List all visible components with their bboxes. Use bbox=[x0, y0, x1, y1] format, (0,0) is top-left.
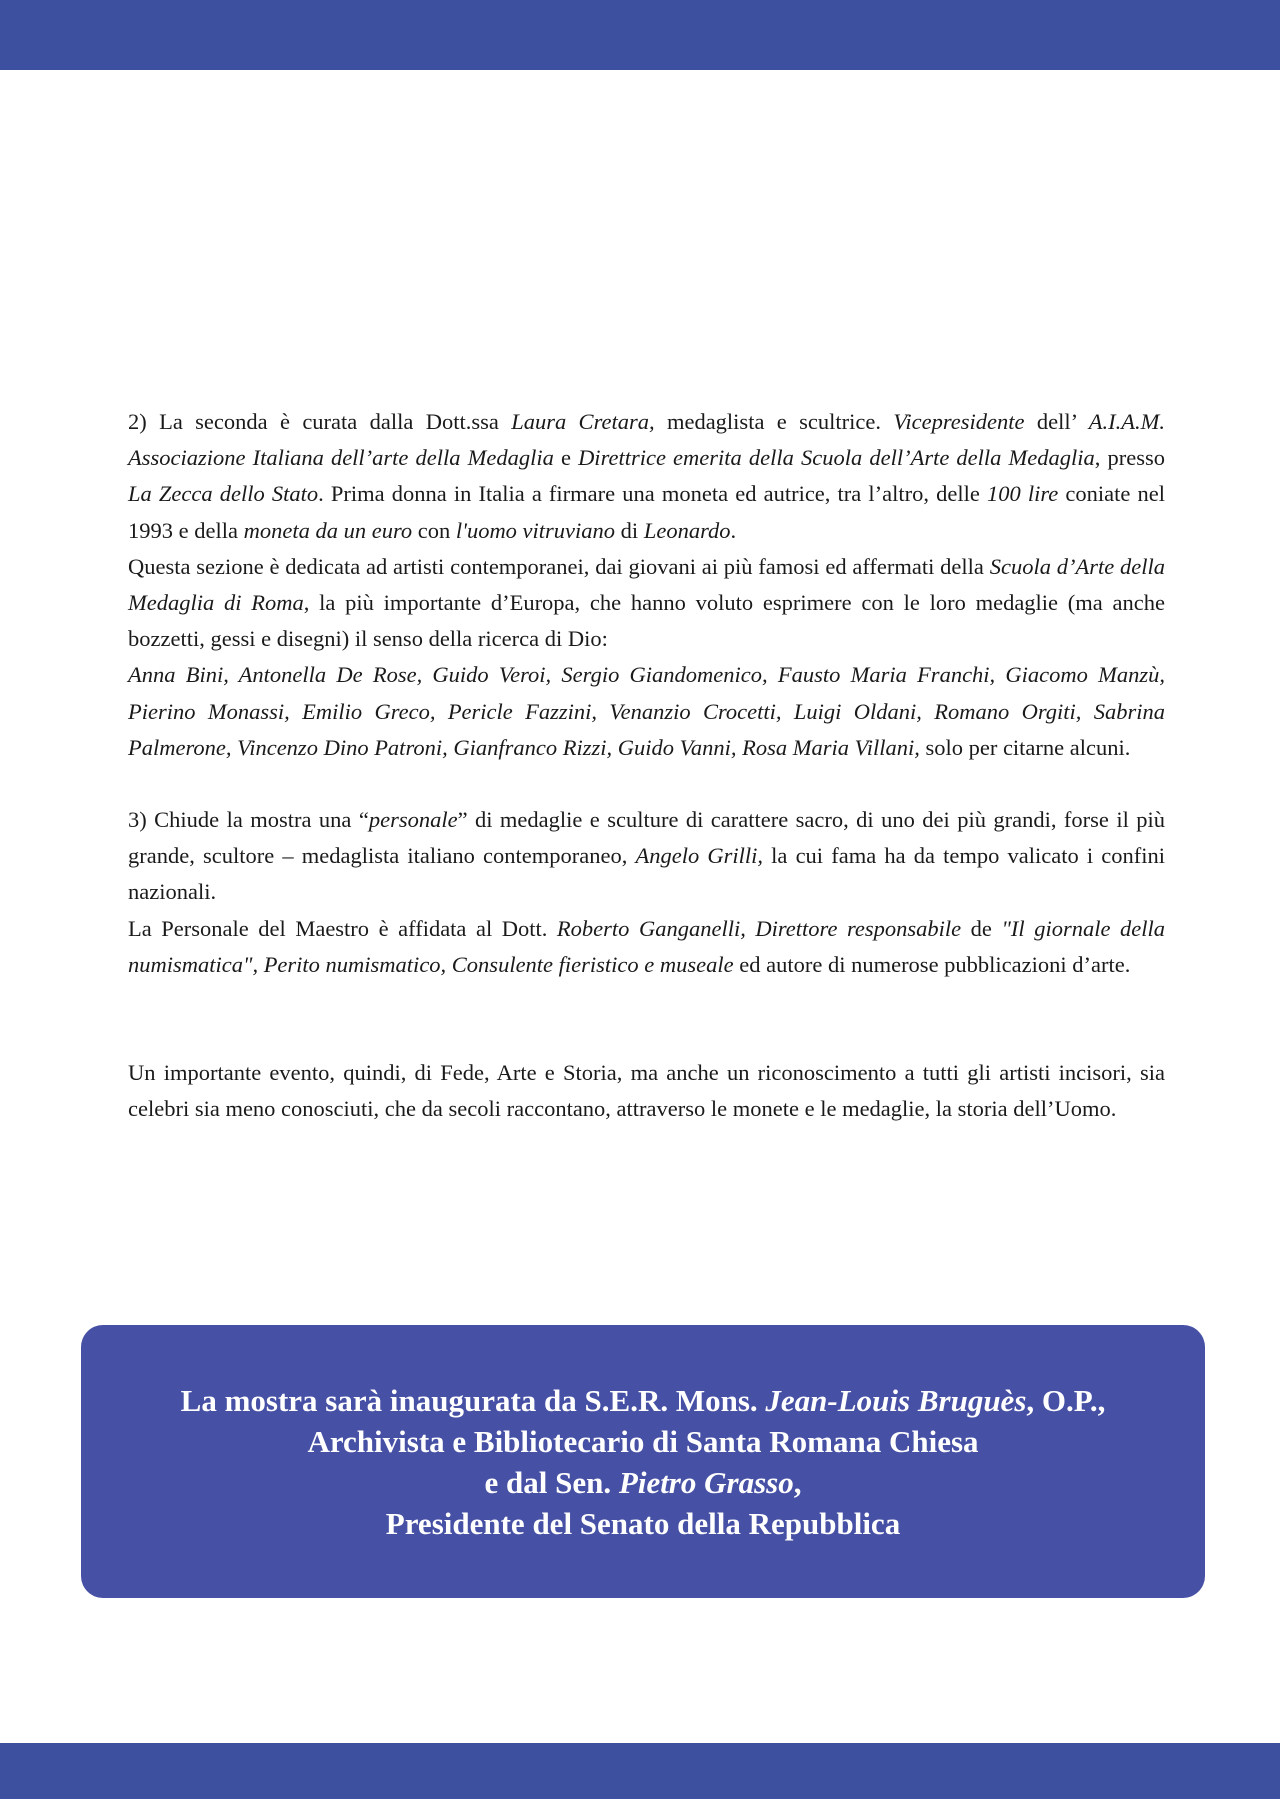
inauguration-banner bbox=[81, 1325, 1205, 1598]
banner-line-4: Presidente del Senato della Repubblica bbox=[385, 1506, 901, 1541]
section-2-description: Questa sezione è dedicata ad artisti contemporanei, dai giovani ai più famosi ed affermati della Scuola d’Arte della Medaglia di Roma, la più importante d’Europa, che hanno voluto esprimere con le loro medaglie (ma anche bozzetti, gessi e disegni) il senso della ricerca di Dio: bbox=[128, 553, 1165, 652]
banner-line-2: Archivista e Bibliotecario di Santa Romana Chiesa bbox=[307, 1424, 979, 1459]
top-color-band bbox=[0, 0, 1280, 70]
artist-list: Anna Bini, Antonella De Rose, Guido Veroi, Sergio Giandomenico, Fausto Maria Franchi, Giacomo Manzù, Pierino Monassi, Emilio Greco, Pericle Fazzini, Venanzio Crocetti, Luigi Oldani, Romano Orgiti, Sabrina Palmerone, Vincenzo Dino Patroni, Gianfranco Rizzi, Guido Vanni, Rosa Maria Villani, solo per citarne alcuni. bbox=[128, 662, 1165, 760]
section-3-intro: 3) Chiude la mostra una “personale” di medaglie e sculture di carattere sacro, di uno dei più grandi, forse il più grande, scultore – medaglista italiano contemporaneo, Angelo Grilli, la cui fama ha da tempo valicato i confini nazionali. bbox=[128, 807, 1165, 905]
banner-line-3: e dal Sen. Pietro Grasso, bbox=[484, 1465, 802, 1500]
section-3-curator: La Personale del Maestro è affidata al Dott. Roberto Ganganelli, Direttore responsabile de "Il giornale della numismatica", Perito numismatico, Consulente fieristico e museale ed autore di numerose pubblicazioni d’arte. bbox=[128, 915, 1165, 977]
section-2-intro: 2) La seconda è curata dalla Dott.ssa Laura Cretara, medaglista e scultrice. Vicepresidente dell’ A.I.A.M. Associazione Italiana dell’arte della Medaglia e Direttrice emerita della Scuola dell’Arte della Medaglia, presso La Zecca dello Stato. Prima donna in Italia a firmare una moneta ed autrice, tra l’altro, delle 100 lire coniate nel 1993 e della moneta da un euro con l'uomo vitruviano di Leonardo. bbox=[128, 409, 1166, 543]
bottom-color-band bbox=[0, 1743, 1280, 1799]
closing-paragraph: Un importante evento, quindi, di Fede, Arte e Storia, ma anche un riconoscimento a tutti gli artisti incisori, sia celebri sia meno conosciuti, che da secoli raccontano, attraverso le monete e le medaglie, la storia dell’Uomo. bbox=[128, 1060, 1165, 1122]
banner-line-1: La mostra sarà inaugurata da S.E.R. Mons. Jean-Louis Bruguès, O.P., bbox=[180, 1383, 1106, 1418]
document-body bbox=[128, 404, 1165, 1127]
